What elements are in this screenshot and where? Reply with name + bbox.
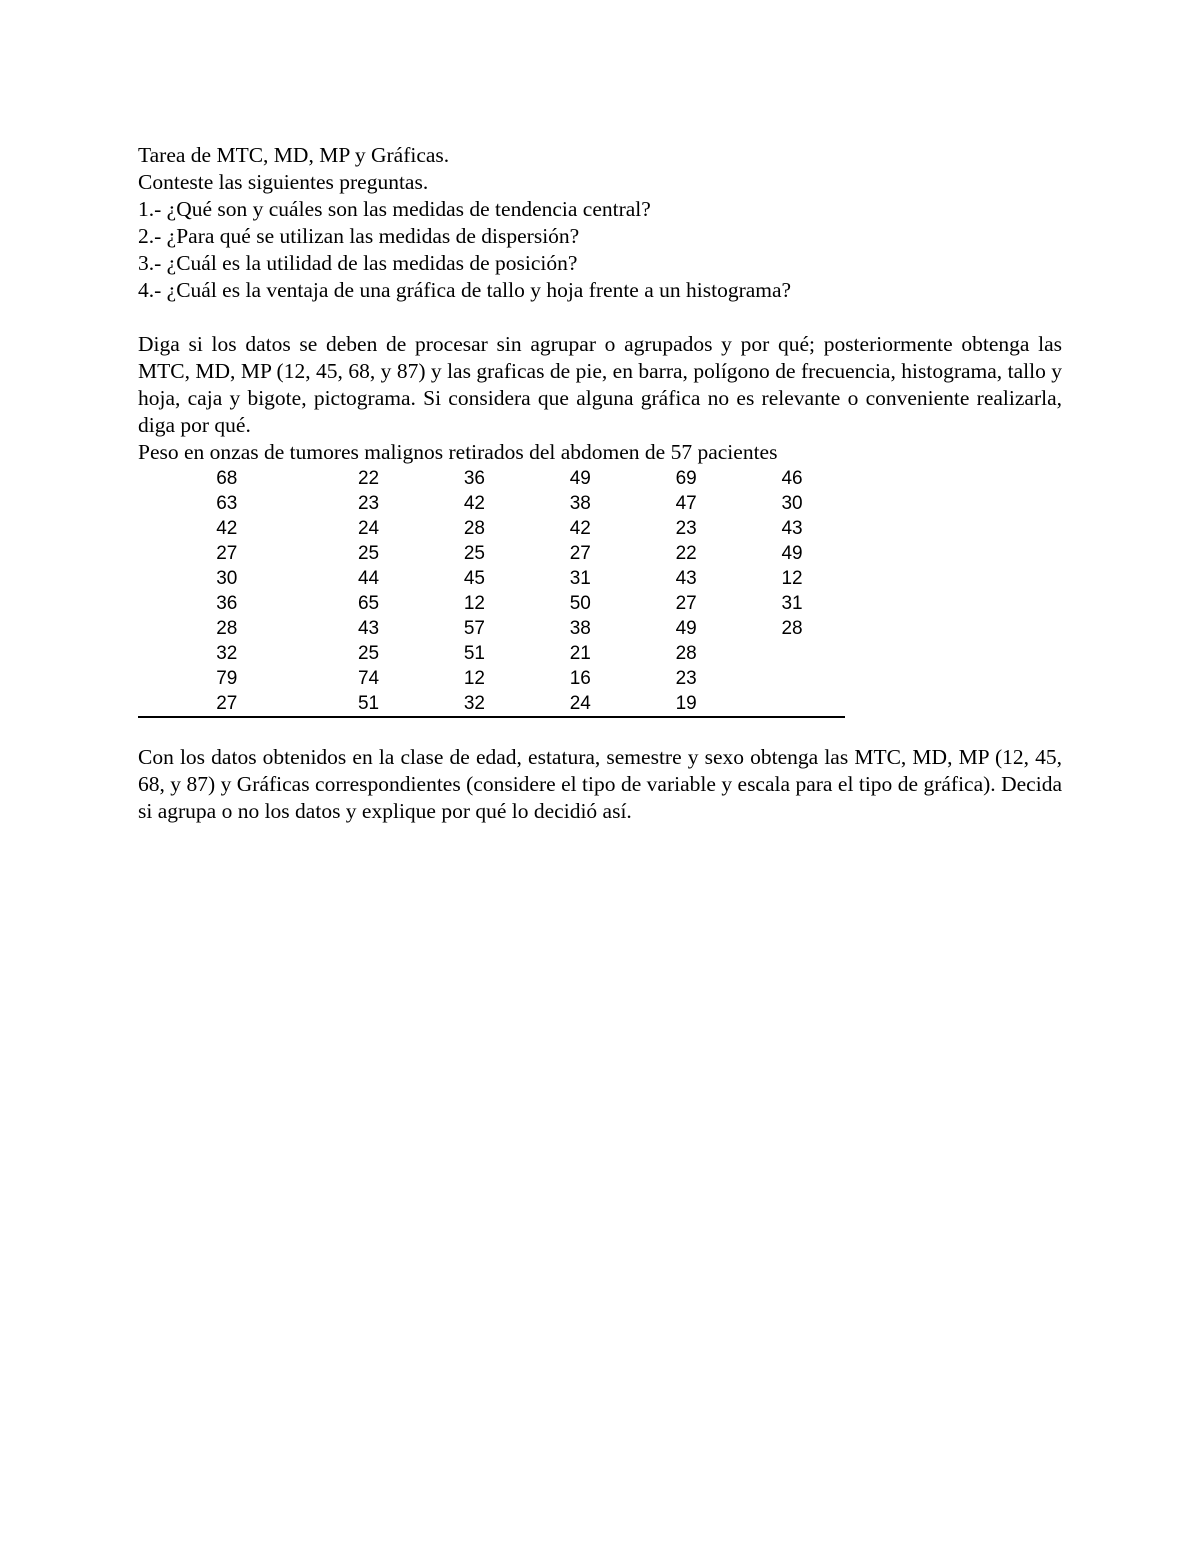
tumor-weights-table — [138, 466, 845, 718]
table-cell: 65 — [357, 593, 380, 614]
table-cell: 24 — [569, 693, 591, 714]
paragraph-spacer — [138, 304, 1062, 331]
table-cell — [739, 691, 845, 717]
table-row — [138, 691, 845, 717]
table-cell: 31 — [781, 593, 803, 614]
question-4: 4.- ¿Cuál es la ventaja de una gráfica de tallo y hoja frente a un histograma? — [138, 278, 792, 302]
document-page — [138, 142, 1062, 825]
instruction-text: Conteste las siguientes preguntas. — [138, 170, 429, 194]
table-cell: 27 — [569, 543, 591, 564]
table-cell — [739, 666, 845, 691]
table-cell: 23 — [675, 668, 697, 689]
table-cell: 25 — [463, 543, 485, 564]
table-cell: 12 — [463, 593, 485, 614]
table-caption: Peso en onzas de tumores malignos retirados del abdomen de 57 pacientes — [138, 440, 778, 464]
table-cell: 12 — [781, 568, 803, 589]
table-cell: 27 — [216, 543, 238, 564]
table-cell: 45 — [463, 568, 485, 589]
table-cell: 43 — [781, 518, 803, 539]
table-cell: 30 — [781, 493, 803, 514]
table-cell: 79 — [216, 668, 238, 689]
table-cell: 23 — [675, 518, 697, 539]
table-cell: 36 — [463, 468, 485, 489]
table-cell: 51 — [357, 693, 380, 714]
table-cell: 22 — [357, 468, 380, 489]
exercise-paragraph: Diga si los datos se deben de procesar sin agrupar o agrupados y por qué; posteriormente obtenga las MTC, MD, MP (12, 45, 68, y 87) y las graficas de pie, en barra, polígono de frecuencia, histograma, tallo y hoja, caja y bigote, pictograma. Si considera que alguna gráfica no es relevante o conveniente realizarla, diga por qué. — [138, 332, 1062, 437]
table-cell: 28 — [781, 618, 803, 639]
table-cell: 23 — [357, 493, 380, 514]
table-cell: 27 — [216, 693, 238, 714]
table-cell: 28 — [463, 518, 485, 539]
table-cell: 25 — [357, 643, 380, 664]
table-cell: 42 — [569, 518, 591, 539]
table-cell: 32 — [216, 643, 238, 664]
table-body — [138, 466, 845, 717]
table-cell: 49 — [781, 543, 803, 564]
question-1: 1.- ¿Qué son y cuáles son las medidas de tendencia central? — [138, 197, 651, 221]
table-cell: 63 — [216, 493, 238, 514]
table-cell: 46 — [781, 468, 803, 489]
table-cell: 43 — [675, 568, 697, 589]
table-row — [138, 591, 845, 616]
question-3: 3.- ¿Cuál es la utilidad de las medidas de posición? — [138, 251, 578, 275]
table-cell: 24 — [357, 518, 380, 539]
table-row — [138, 566, 845, 591]
document-title: Tarea de MTC, MD, MP y Gráficas. — [138, 143, 450, 167]
table-cell: 22 — [675, 543, 697, 564]
table-cell: 42 — [463, 493, 485, 514]
table-cell: 27 — [675, 593, 697, 614]
table-row — [138, 666, 845, 691]
table-cell: 42 — [216, 518, 238, 539]
table-cell: 31 — [569, 568, 591, 589]
table-cell: 74 — [357, 668, 380, 689]
final-paragraph: Con los datos obtenidos en la clase de edad, estatura, semestre y sexo obtenga las MTC, MD, MP (12, 45, 68, y 87) y Gráficas correspondientes (considere el tipo de variable y escala para el tipo de gráfica). Decida si agrupa o no los datos y explique por qué lo decidió así. — [138, 745, 1062, 823]
table-cell: 12 — [463, 668, 485, 689]
table-cell: 36 — [216, 593, 238, 614]
table-cell: 44 — [357, 568, 380, 589]
table-row — [138, 541, 845, 566]
table-cell: 50 — [569, 593, 591, 614]
table-cell: 25 — [357, 543, 380, 564]
table-cell: 19 — [675, 693, 697, 714]
table-cell: 30 — [216, 568, 238, 589]
table-cell: 51 — [463, 643, 485, 664]
table-cell: 49 — [675, 618, 697, 639]
table-row — [138, 466, 845, 491]
table-cell: 57 — [463, 618, 485, 639]
table-cell: 43 — [357, 618, 380, 639]
table-row — [138, 641, 845, 666]
table-cell: 47 — [675, 493, 697, 514]
table-cell — [739, 641, 845, 666]
table-cell: 21 — [569, 643, 591, 664]
question-2: 2.- ¿Para qué se utilizan las medidas de dispersión? — [138, 224, 580, 248]
table-cell: 38 — [569, 618, 591, 639]
table-row — [138, 616, 845, 641]
table-row — [138, 516, 845, 541]
table-cell: 38 — [569, 493, 591, 514]
table-cell: 28 — [675, 643, 697, 664]
table-cell: 28 — [216, 618, 238, 639]
table-cell: 69 — [675, 468, 697, 489]
table-row — [138, 491, 845, 516]
table-cell: 32 — [463, 693, 485, 714]
table-cell: 16 — [569, 668, 591, 689]
table-cell: 49 — [569, 468, 591, 489]
table-cell: 68 — [216, 468, 238, 489]
